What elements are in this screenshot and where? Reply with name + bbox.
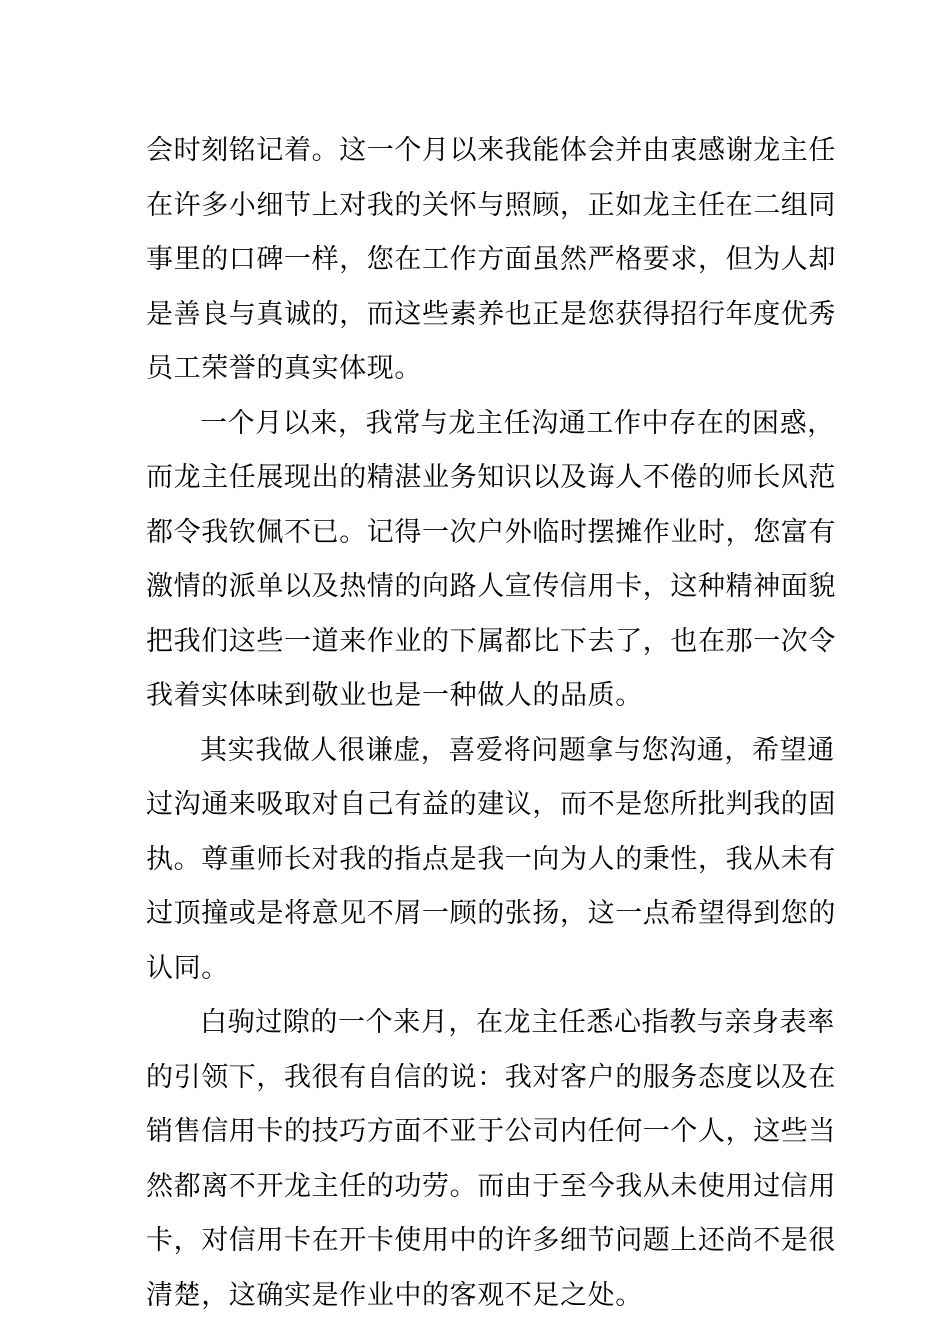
text-line: 事里的口碑一样，您在工作方面虽然严格要求，但为人却: [146, 244, 836, 275]
text-line: 销售信用卡的技巧方面不亚于公司内任何一个人，这些当: [146, 1116, 836, 1147]
text-line: 是善良与真诚的，而这些素养也正是您获得招行年度优秀: [146, 298, 836, 330]
text-line: 在许多小细节上对我的关怀与照顾，正如龙主任在二组同: [146, 189, 836, 221]
text-line: 把我们这些一道来作业的下属都比下去了，也在那一次令: [146, 625, 836, 657]
paragraph-start-line: 白驹过隙的一个来月，在龙主任悉心指教与亲身表率: [200, 1007, 835, 1038]
text-line: 然都离不开龙主任的功劳。而由于至今我从未使用过信用: [146, 1170, 836, 1202]
text-line: 激情的派单以及热情的向路人宣传信用卡，这种精神面貌: [146, 571, 836, 602]
paragraph-start-line: 其实我做人很谦虚，喜爱将问题拿与您沟通，希望通: [200, 734, 835, 766]
text-line: 卡，对信用卡在开卡使用中的许多细节问题上还尚不是很: [146, 1225, 836, 1256]
document-body: [146, 124, 836, 1323]
text-line: 认同。: [146, 952, 229, 984]
text-line: 都令我钦佩不已。记得一次户外临时摆摊作业时，您富有: [146, 516, 836, 548]
text-line: 过顶撞或是将意见不屑一顾的张扬，这一点希望得到您的: [146, 898, 836, 929]
text-line: 执。尊重师长对我的指点是我一向为人的秉性，我从未有: [146, 843, 836, 875]
text-line: 的引领下，我很有自信的说：我对客户的服务态度以及在: [146, 1061, 836, 1093]
text-line: 而龙主任展现出的精湛业务知识以及诲人不倦的师长风范: [146, 462, 836, 493]
text-line: 过沟通来吸取对自己有益的建议，而不是您所批判我的固: [146, 789, 836, 820]
text-line: 会时刻铭记着。这一个月以来我能体会并由衷感谢龙主任: [146, 135, 836, 166]
text-line: 员工荣誉的真实体现。: [146, 353, 422, 384]
text-line: 我着实体味到敬业也是一种做人的品质。: [146, 680, 643, 711]
text-line: 清楚，这确实是作业中的客观不足之处。: [146, 1279, 643, 1311]
paragraph-start-line: 一个月以来，我常与龙主任沟通工作中存在的困惑，: [200, 407, 835, 439]
